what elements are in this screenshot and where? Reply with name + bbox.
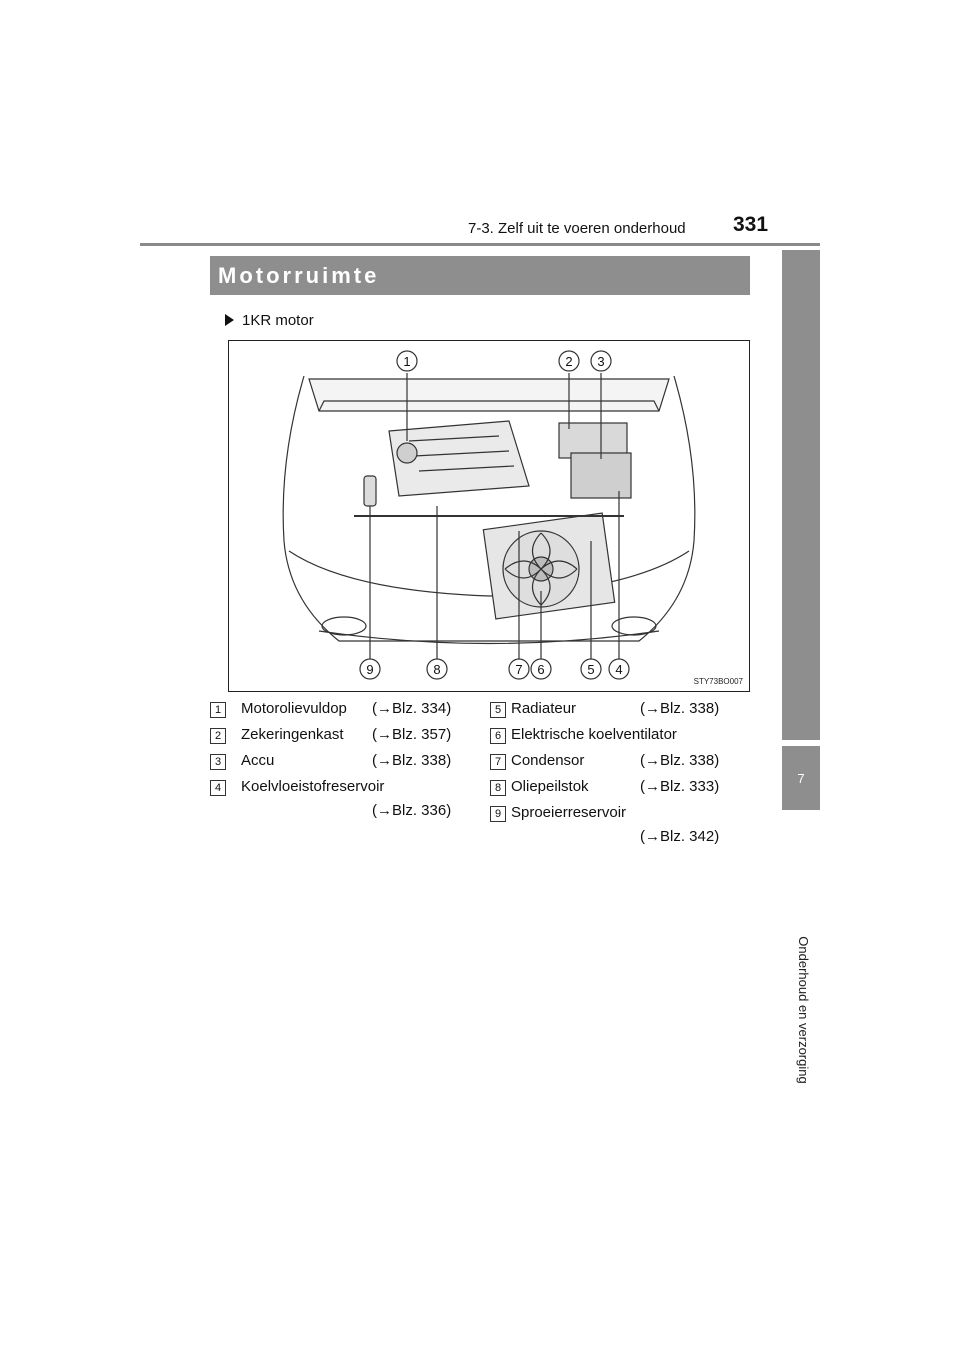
- side-rule: [782, 250, 820, 740]
- callout-5: 5: [587, 662, 595, 677]
- engine-figure: [228, 340, 750, 692]
- legend-label: Motorolievuldop: [241, 700, 347, 717]
- page-number: 331: [733, 213, 769, 236]
- header-rule: [140, 243, 820, 246]
- legend-label: Radiateur: [511, 700, 577, 717]
- callout-2: 2: [565, 354, 573, 369]
- legend-number: 3: [210, 754, 226, 770]
- legend-label: Oliepeilstok: [511, 778, 589, 795]
- legend-label: Accu: [241, 752, 275, 769]
- legend-ref: (→Blz. 338): [372, 752, 452, 769]
- callout-4: 4: [615, 662, 623, 677]
- subtitle-text: 1KR motor: [242, 312, 314, 329]
- subtitle: [225, 312, 314, 329]
- header-section: 7-3. Zelf uit te voeren onderhoud: [468, 220, 686, 237]
- callout-9: 9: [366, 662, 374, 677]
- chapter-tab: 7: [782, 746, 820, 810]
- legend-ref: (→Blz. 336): [372, 802, 452, 819]
- legend-ref: (→Blz. 338): [640, 700, 720, 717]
- legend-number: 1: [210, 702, 226, 718]
- legend-number: 7: [490, 754, 506, 770]
- legend-ref: (→Blz. 342): [640, 828, 720, 845]
- callout-8: 8: [433, 662, 441, 677]
- callout-3: 3: [597, 354, 605, 369]
- legend-number: 4: [210, 780, 226, 796]
- figure-code: STY73BO007: [693, 677, 743, 686]
- legend-label: Koelvloeistofreservoir: [241, 778, 385, 795]
- legend-number: 9: [490, 806, 506, 822]
- legend-left: [210, 700, 470, 840]
- legend-number: 2: [210, 728, 226, 744]
- section-title: Motorruimte: [218, 263, 380, 288]
- legend-number: 6: [490, 728, 506, 744]
- legend-label: Sproeierreservoir: [511, 804, 627, 821]
- engine-compartment-illustration: [229, 341, 749, 691]
- callout-1: 1: [403, 354, 411, 369]
- callout-7: 7: [515, 662, 523, 677]
- legend-label: Condensor: [511, 752, 585, 769]
- legend-ref: (→Blz. 338): [640, 752, 720, 769]
- callout-6: 6: [537, 662, 545, 677]
- legend-number: 8: [490, 780, 506, 796]
- legend-ref: (→Blz. 334): [372, 700, 452, 717]
- legend-right: [490, 700, 740, 860]
- legend-number: 5: [490, 702, 506, 718]
- chapter-title: Onderhoud en verzorging: [796, 936, 811, 1084]
- legend-ref: (→Blz. 357): [372, 726, 452, 743]
- legend-label: Zekeringenkast: [241, 726, 344, 743]
- legend-label: Elektrische koelventilator: [511, 726, 677, 743]
- legend-ref: (→Blz. 333): [640, 778, 720, 795]
- section-title-bar: [210, 256, 750, 295]
- triangle-bullet-icon: [225, 314, 234, 326]
